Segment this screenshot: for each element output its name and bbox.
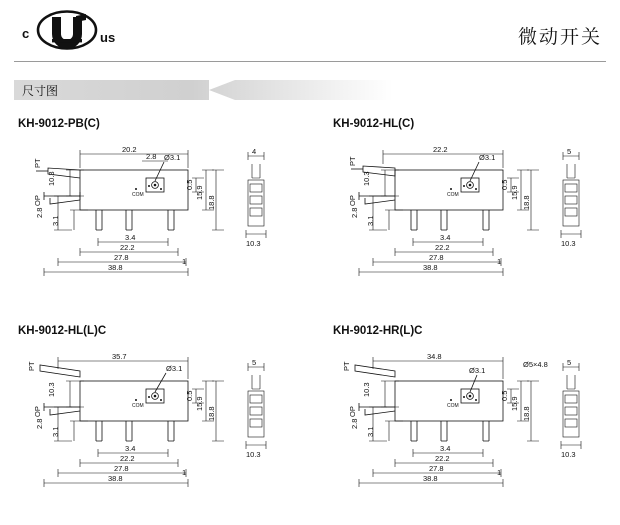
- dim-bottom-c: 27.8: [114, 464, 129, 473]
- label-com: COM: [132, 192, 144, 198]
- drawing-kh-9012-hr-l-c: [333, 325, 620, 515]
- dim-left-c: 3.1: [51, 215, 60, 226]
- label-op: OP: [33, 195, 42, 206]
- label-op: OP: [348, 406, 357, 417]
- dim-bottom-one: 1: [497, 468, 502, 477]
- dim-side-bottom: 10.3: [246, 239, 261, 248]
- dim-bottom-b: 22.2: [120, 243, 135, 252]
- section-bar-notch: [209, 80, 235, 100]
- label-hole2: Ø5×4.8: [523, 360, 548, 369]
- dim-bottom-one: 1: [182, 468, 187, 477]
- dim-right-c: 18.8: [207, 195, 216, 210]
- dim-side-bottom: 10.3: [561, 239, 576, 248]
- dim-right-a: 0.5: [185, 390, 194, 401]
- drawing-title: KH-9012-HL(L)C: [18, 325, 107, 337]
- dim-side-top: 5: [567, 147, 572, 156]
- label-hole: Ø3.1: [166, 364, 183, 373]
- dim-top: 35.7: [112, 352, 127, 361]
- dim-left-a: 10.3: [362, 382, 371, 397]
- dim-bottom-b: 22.2: [435, 243, 450, 252]
- dim-side-top: 5: [252, 358, 257, 367]
- page-header: [0, 0, 620, 62]
- dim-top: 22.2: [433, 145, 448, 154]
- dim-left-a: 10.3: [47, 171, 56, 186]
- label-pt: PT: [342, 361, 351, 371]
- label-com: COM: [132, 403, 144, 409]
- dim-bottom-one: 1: [182, 257, 187, 266]
- dim-left-b: 2.8: [35, 418, 44, 429]
- dim-bottom-c: 27.8: [429, 253, 444, 262]
- dim-right-a: 0.5: [185, 179, 194, 190]
- dim-bottom-c: 27.8: [429, 464, 444, 473]
- section-bar: [14, 80, 606, 100]
- label-op: OP: [33, 406, 42, 417]
- drawing-figure: [18, 134, 308, 299]
- label-hole: Ø3.1: [164, 153, 181, 162]
- label-op: OP: [348, 195, 357, 206]
- label-pt: PT: [33, 158, 42, 168]
- label-hole: Ø3.1: [469, 366, 486, 375]
- label-hole: Ø3.1: [479, 153, 496, 162]
- ul-mark-icon: [36, 10, 98, 50]
- dim-side-top: 5: [567, 358, 572, 367]
- dim-left-c: 3.1: [366, 215, 375, 226]
- dim-bottom-d: 38.8: [423, 263, 438, 272]
- dim-top: 20.2: [122, 145, 137, 154]
- dim-side-top: 4: [252, 147, 257, 156]
- dim-right-b: 15.9: [510, 396, 519, 411]
- ul-logo: [22, 8, 118, 50]
- drawing-kh-9012-pb-c: [18, 118, 308, 298]
- dim-top2: 2.8: [146, 152, 157, 161]
- dim-bottom-d: 38.8: [423, 474, 438, 483]
- dim-bottom-d: 38.8: [108, 263, 123, 272]
- ul-logo-c: c: [22, 26, 30, 41]
- label-pt: PT: [27, 361, 36, 371]
- dim-bottom-a: 3.4: [125, 444, 136, 453]
- label-com: COM: [447, 403, 459, 409]
- drawing-title: KH-9012-HL(C): [333, 118, 415, 130]
- dim-bottom-a: 3.4: [125, 233, 136, 242]
- dim-left-a: 10.3: [47, 382, 56, 397]
- section-label: 尺寸图: [22, 84, 59, 98]
- dim-right-a: 0.5: [500, 179, 509, 190]
- dim-top: 34.8: [427, 352, 442, 361]
- dim-right-c: 18.8: [207, 406, 216, 421]
- drawing-figure: [333, 341, 618, 511]
- dim-right-c: 18.8: [522, 406, 531, 421]
- dim-bottom-one: 1: [497, 257, 502, 266]
- drawing-title: KH-9012-PB(C): [18, 118, 100, 130]
- dim-bottom-b: 22.2: [120, 454, 135, 463]
- dim-bottom-a: 3.4: [440, 233, 451, 242]
- dim-bottom-a: 3.4: [440, 444, 451, 453]
- dim-side-bottom: 10.3: [246, 450, 261, 459]
- header-divider: [14, 61, 606, 62]
- page-title: 微动开关: [517, 27, 602, 48]
- dim-left-a: 10.3: [362, 171, 371, 186]
- label-com: COM: [447, 192, 459, 198]
- ul-logo-us: us: [100, 30, 116, 45]
- dim-bottom-b: 22.2: [435, 454, 450, 463]
- dim-left-c: 3.1: [366, 426, 375, 437]
- dim-right-b: 15.9: [510, 185, 519, 200]
- dim-right-b: 15.9: [195, 185, 204, 200]
- dim-right-c: 18.8: [522, 195, 531, 210]
- dim-left-b: 2.8: [350, 207, 359, 218]
- drawing-figure: [333, 134, 618, 299]
- drawing-kh-9012-hl-l-c: [18, 325, 308, 515]
- dim-right-a: 0.5: [500, 390, 509, 401]
- dim-side-bottom: 10.3: [561, 450, 576, 459]
- label-pt: PT: [348, 156, 357, 166]
- dim-bottom-d: 38.8: [108, 474, 123, 483]
- drawing-kh-9012-hl-c: [333, 118, 620, 298]
- dim-right-b: 15.9: [195, 396, 204, 411]
- dim-left-b: 2.8: [35, 207, 44, 218]
- drawing-figure: [18, 341, 308, 511]
- dim-left-b: 2.8: [350, 418, 359, 429]
- dim-left-c: 3.1: [51, 426, 60, 437]
- dim-bottom-c: 27.8: [114, 253, 129, 262]
- drawing-title: KH-9012-HR(L)C: [333, 325, 423, 337]
